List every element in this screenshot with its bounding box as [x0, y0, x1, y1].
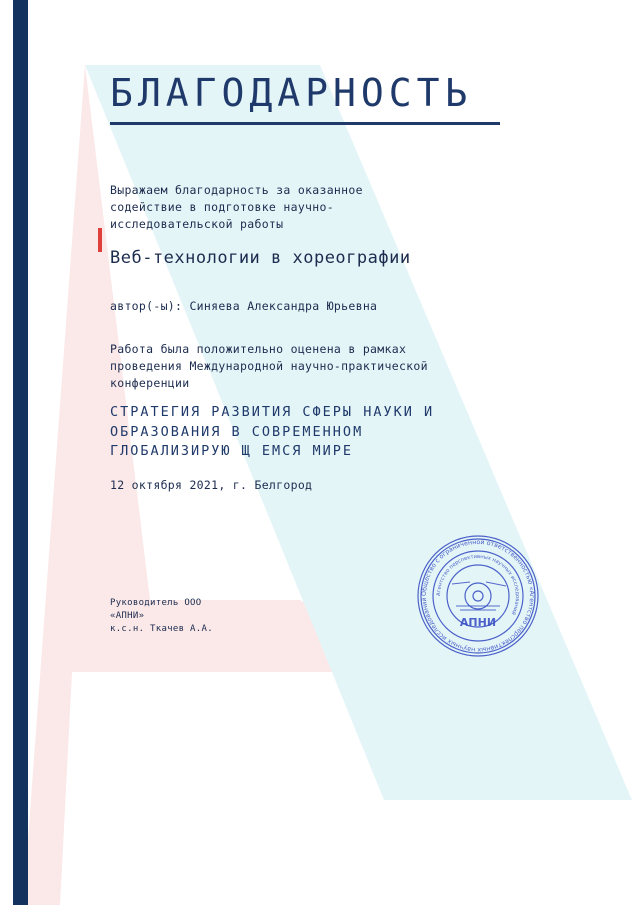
date-place-line: 12 октября 2021, г. Белгород: [110, 478, 313, 492]
stamp-center-text: АПНИ: [459, 616, 497, 629]
author-line: автор(-ы): Синяева Александра Юрьевна: [110, 299, 378, 313]
conference-name-line: ОБРАЗОВАНИЯ В СОВРЕМЕННОМ: [110, 423, 364, 440]
conference-name: [110, 403, 434, 462]
red-accent-mark: [98, 228, 102, 252]
left-navy-bar: [13, 0, 28, 905]
conference-name-line: СТРАТЕГИЯ РАЗВИТИЯ СФЕРЫ НАУКИ И: [110, 404, 435, 420]
signer-line: «АПНИ»: [110, 611, 145, 621]
certificate-title: БЛАГОДАРНОСТЬ: [110, 71, 473, 115]
intro-line: содействие в подготовке научно-: [110, 200, 334, 214]
signer-block: [110, 597, 213, 636]
conference-intro-line: конференции: [110, 376, 190, 390]
official-stamp: [416, 534, 540, 658]
stamp-inner-text: Агентство перспективных научных исследований: [435, 553, 521, 616]
conference-intro-line: проведения Международной научно-практической: [110, 359, 428, 373]
conference-name-line: ГЛОБАЛИЗИРУЮ Щ ЕМСЯ МИРЕ: [110, 443, 354, 459]
intro-text: [110, 182, 363, 233]
intro-line: исследовательской работы: [110, 217, 284, 231]
stamp-outer-text: Общество с ограниченной ответственностью «Агентство перспективных научных исследований: [420, 538, 536, 654]
signer-line: к.с.н. Ткачев А.А.: [110, 624, 213, 634]
signer-line: Руководитель ООО: [110, 598, 202, 608]
title-underline: [110, 122, 500, 125]
conference-intro-line: Работа была положительно оценена в рамках: [110, 342, 407, 356]
work-title: Веб-технологии в хореографии: [110, 248, 411, 268]
intro-line: Выражаем благодарность за оказанное: [110, 183, 363, 197]
conference-intro-text: [110, 341, 428, 392]
